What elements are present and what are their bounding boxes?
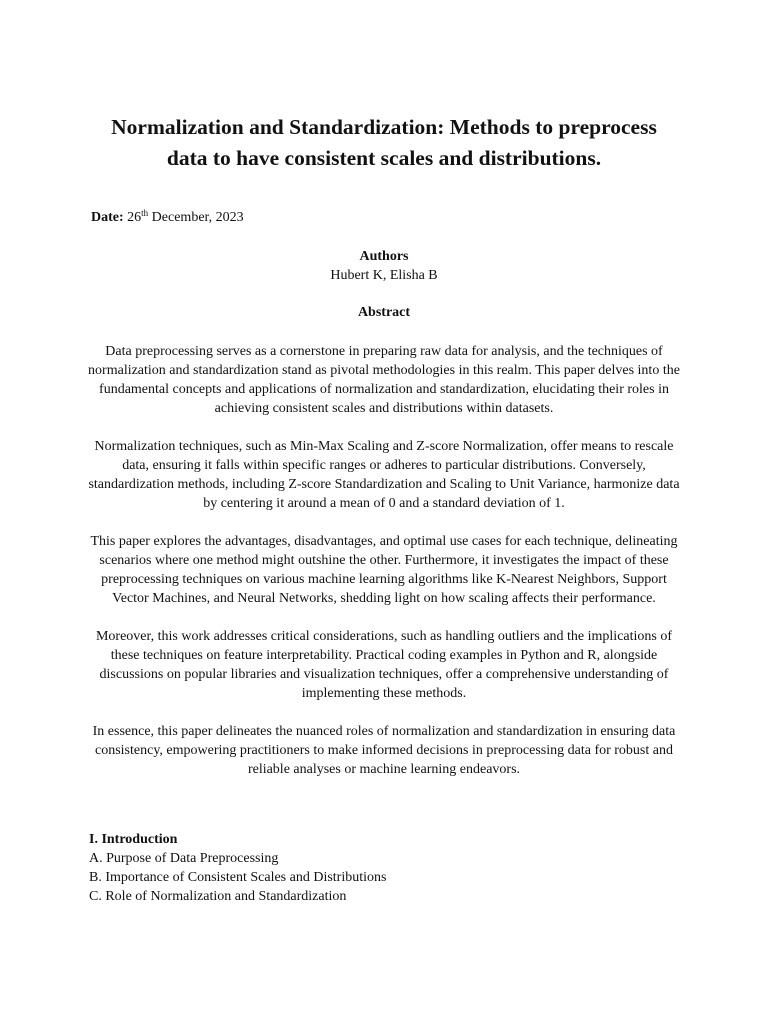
abstract-paragraph: Data preprocessing serves as a cornerstone in preparing raw data for analysis, and the techniques of normalization and standardization stand as pivotal methodologies in this realm. This paper delves into the fundamental concepts and applications of normalization and standardization, elucidating their roles in achieving consistent scales and distributions within datasets. — [88, 344, 680, 416]
table-of-contents — [89, 830, 386, 906]
abstract-paragraph: This paper explores the advantages, disadvantages, and optimal use cases for each technique, delineating scenarios where one method might outshine the other. Furthermore, it investigates the impact of these preprocessing techniques on various machine learning algorithms like K-Nearest Neighbors, Support Vector Machines, and Neural Networks, shedding light on how scaling affects their performance. — [90, 534, 678, 606]
abstract-paragraph: Normalization techniques, such as Min-Max Scaling and Z-score Normalization, offer means to rescale data, ensuring it falls within specific ranges or adheres to particular distributions. Conversely, standardization methods, including Z-score Standardization and Scaling to Unit Variance, harmonize data by centering it around a mean of 0 and a standard deviation of 1. — [88, 439, 680, 511]
toc-section-heading: I. Introduction — [89, 832, 178, 847]
paper-title — [60, 112, 708, 174]
toc-item: A. Purpose of Data Preprocessing — [89, 851, 279, 866]
paper-title-line-2: data to have consistent scales and distributions. — [166, 146, 602, 170]
abstract-paragraph: In essence, this paper delineates the nuanced roles of normalization and standardization in ensuring data consistency, empowering practitioners to make informed decisions in preprocessing data for robust and reliable analyses or machine learning endeavors. — [92, 724, 676, 777]
publication-date — [91, 209, 244, 227]
authors-heading: Authors — [359, 249, 409, 264]
toc-item: C. Role of Normalization and Standardization — [89, 889, 347, 904]
paper-title-line-1: Normalization and Standardization: Methods to preprocess — [111, 115, 657, 139]
date-day: 26 — [127, 210, 142, 225]
toc-item: B. Importance of Consistent Scales and Distributions — [89, 870, 387, 885]
abstract-paragraph: Moreover, this work addresses critical considerations, such as handling outliers and the implications of these techniques on feature interpretability. Practical coding examples in Python and R, alongside discussions on popular libraries and visualization techniques, offer a comprehensive understanding of implementing these methods. — [95, 629, 673, 701]
date-label: Date: — [91, 210, 124, 225]
date-month-year: December, 2023 — [151, 210, 244, 225]
abstract-body — [88, 342, 680, 798]
date-day-suffix: th — [141, 208, 149, 218]
abstract-heading: Abstract — [357, 305, 411, 320]
authors-names: Hubert K, Elisha B — [330, 268, 438, 283]
